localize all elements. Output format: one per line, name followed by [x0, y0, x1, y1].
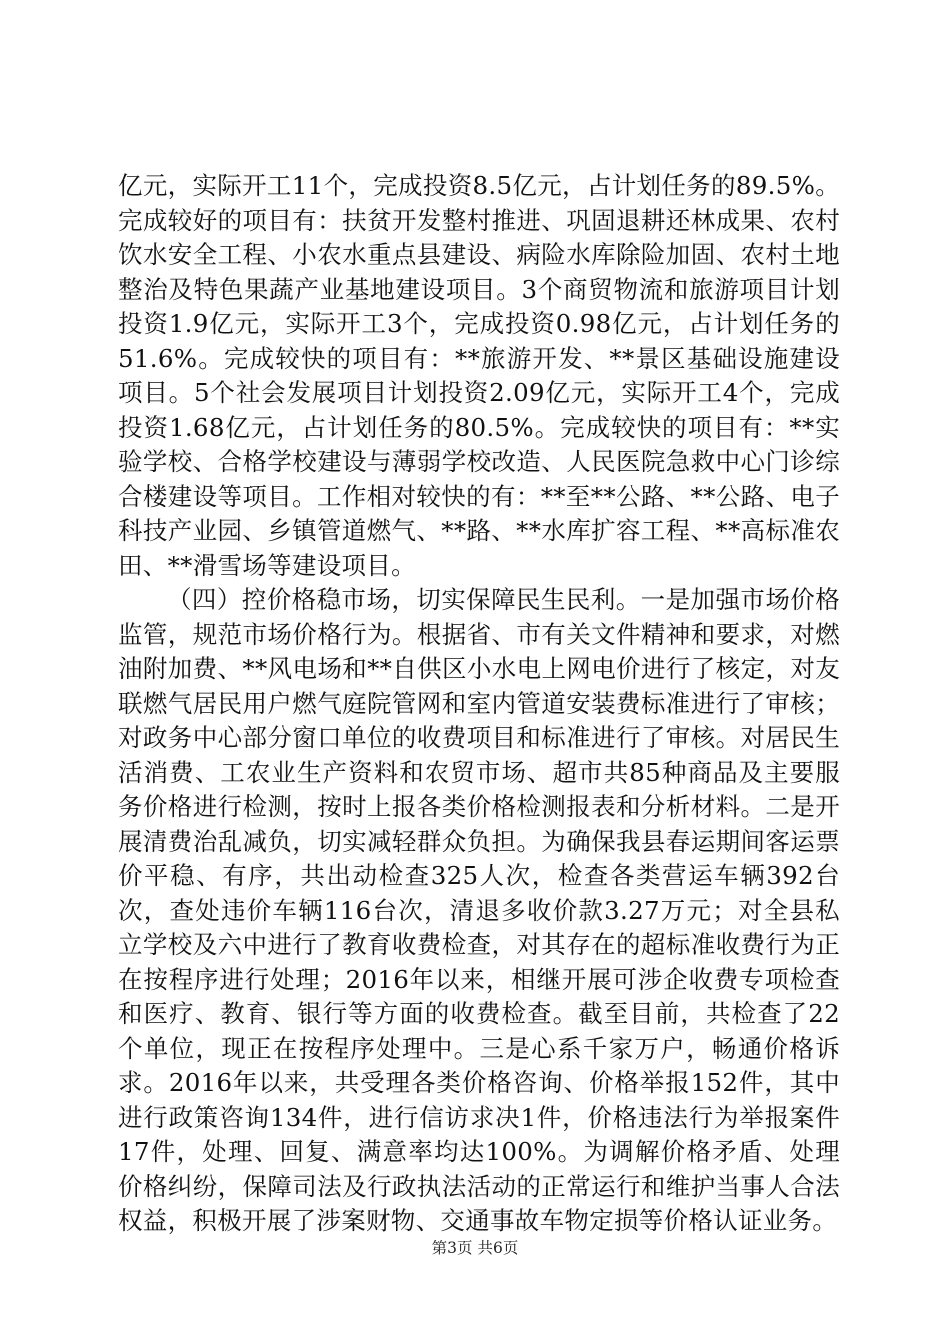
- page-number-footer: 第3页 共6页: [431, 1239, 519, 1257]
- paragraph-price-control: （四）控价格稳市场，切实保障民生民利。一是加强市场价格监管，规范市场价格行为。根据省、市有关文件精神和要求，对燃油附加费、**风电场和**自供区小水电上网电价进行了核定，对友联燃气居民用户燃气庭院管网和室内管道安装费标准进行了审核；对政务中心部分窗口单位的收费项目和标准进行了审核。对居民生活消费、工农业生产资料和农贸市场、超市共85种商品及主要服务价格进行检测，按时上报各类价格检测报表和分析材料。二是开展清费治乱减负，切实减轻群众负担。为确保我县春运期间客运票价平稳、有序，共出动检查325人次，检查各类营运车辆392台次，查处违价车辆116台次，清退多收价款3.27万元；对全县私立学校及六中进行了教育收费检查，对其存在的超标准收费行为正在按程序进行处理；2016年以来，相继开展可涉企收费专项检查和医疗、教育、银行等方面的收费检查。截至目前，共检查了22个单位，现正在按程序处理中。三是心系千家万户，畅通价格诉求。2016年以来，共受理各类价格咨询、价格举报152件，其中进行政策咨询134件，进行信访求决1件，价格违法行为举报案件17件，处理、回复、满意率均达100%。为调解价格矛盾、处理价格纠纷，保障司法及行政执法活动的正常运行和维护当事人合法权益，积极开展了涉案财物、交通事故车物定损等价格认证业务。: [118, 585, 840, 1235]
- document-body: [118, 169, 840, 1239]
- paragraph-investment-summary: 亿元，实际开工11个，完成投资8.5亿元，占计划任务的89.5%。完成较好的项目有：扶贫开发整村推进、巩固退耕还林成果、农村饮水安全工程、小农水重点县建设、病险水库除险加固、农村土地整治及特色果蔬产业基地建设项目。3个商贸物流和旅游项目计划投资1.9亿元，实际开工3个，完成投资0.98亿元，占计划任务的51.6%。完成较快的项目有：**旅游开发、**景区基础设施建设项目。5个社会发展项目计划投资2.09亿元，实际开工4个，完成投资1.68亿元，占计划任务的80.5%。完成较快的项目有：**实验学校、合格学校建设与薄弱学校改造、人民医院急救中心门诊综合楼建设等项目。工作相对较快的有：**至**公路、**公路、电子科技产业园、乡镇管道燃气、**路、**水库扩容工程、**高标准农田、**滑雪场等建设项目。: [118, 171, 840, 580]
